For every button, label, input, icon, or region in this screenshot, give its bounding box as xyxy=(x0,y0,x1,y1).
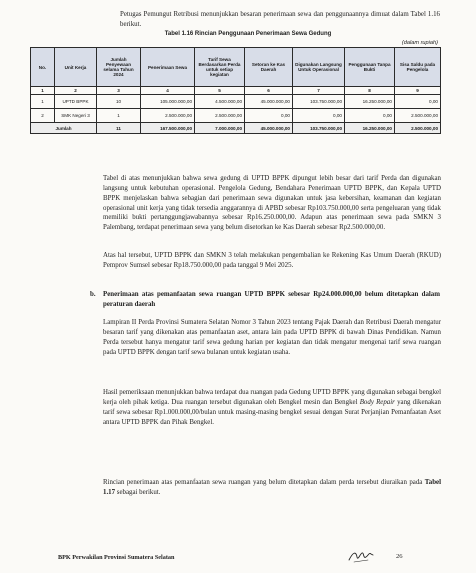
header-sisa-saldo: Sisa Saldu pada Pengelola xyxy=(395,48,441,87)
cell-unit-kerja: SMK Negeri 3 xyxy=(55,109,97,123)
cell-sisa-saldo: 0,00 xyxy=(395,95,441,109)
cell-total-digunakan-operasional: 103.750.000,00 xyxy=(293,123,345,134)
paragraph-reference-text-a: Rincian penerimaan atas pemanfaatan sewa ruangan yang belum ditetapkan dalam perda tersebut diuraikan pada xyxy=(103,479,425,486)
paraf-signature-icon xyxy=(348,548,374,564)
paragraph-table-reference xyxy=(103,478,441,498)
cell-penggunaan-tanpa-bukti: 16.250.000,00 xyxy=(345,95,395,109)
paragraph-regulation xyxy=(103,318,441,357)
rental-usage-table xyxy=(30,47,441,134)
cell-digunakan-operasional: 0,00 xyxy=(293,109,345,123)
body-repair-term: Body Repair xyxy=(359,398,395,406)
subheading-marker: b. xyxy=(90,291,96,298)
cell-tarif-sewa: 4.500.000,00 xyxy=(195,95,245,109)
cell-jumlah-penyewaan: 1 xyxy=(97,109,141,123)
column-number: 3 xyxy=(97,87,141,95)
column-number: 9 xyxy=(395,87,441,95)
column-number-row xyxy=(31,87,441,95)
paragraph-audit-findings xyxy=(103,388,441,427)
cell-tarif-sewa: 2.500.000,00 xyxy=(195,109,245,123)
paragraph-table-analysis: Tabel di atas menunjukkan bahwa sewa gedung di UPTD BPPK dipungut lebih besar dari tarif Perda dan digunakan langsung untuk kebutuhan operasional. Pengelola Gedung, Bendahara Penerimaan UPTD BPPK, dan Kepala UPTD BPPK menjelaskan bahwa sebagian dari penerimaan sewa digunakan untuk jasa kebersihan, keamanan dan kegiatan operasional unit kerja yang tidak tersedia anggarannya di APBD sebesar Rp103.750.000,00 serta pengeluaran yang tidak memiliki bukti pertanggungjawabannya sebesar Rp16.250.000,00. Adapun atas penerimaan sewa pada SMKN 3 Palembang, terdapat penerimaan sewa yang belum disetorkan ke Kas Daerah sebesar Rp2.500.000,00. xyxy=(103,175,441,232)
cell-total-tarif-sewa: 7.000.000,00 xyxy=(195,123,245,134)
column-number: 5 xyxy=(195,87,245,95)
cell-total-sisa-saldo: 2.500.000,00 xyxy=(395,123,441,134)
table-unit-note: (dalam rupiah) xyxy=(401,40,438,46)
footer-organization: BPK Perwakilan Provinsi Sumatera Selatan xyxy=(58,554,175,561)
table-title: Tabel 1.16 Rincian Penggunaan Penerimaan Sewa Gedung xyxy=(164,31,332,37)
paragraph-audit-text-b: yang dikenakan tarif sewa sebesar Rp1.000.000,00/bulan untuk masing-masing bengkel sesuai dengan Surat Perjanjian Pemanfaatan Aset antara UPTD BPPK dan Pihak Bengkel. xyxy=(103,398,442,426)
subheading-text: Penerimaan atas pemanfaatan sewa ruangan UPTD BPPK sebesar Rp24.000.000,00 belum ditetapkan dalam peraturan daerah xyxy=(103,291,440,308)
table-row xyxy=(31,95,441,109)
header-unit-kerja: Unit Kerja xyxy=(55,48,97,87)
cell-penggunaan-tanpa-bukti: 0,00 xyxy=(345,109,395,123)
cell-jumlah-penyewaan: 10 xyxy=(97,95,141,109)
table-reference: Tabel 1.17 xyxy=(103,479,441,496)
cell-penerimaan-sewa: 2.500.000,00 xyxy=(141,109,195,123)
section-subheading xyxy=(90,290,440,310)
cell-total-setoran-kas-daerah: 45.000.000,00 xyxy=(245,123,293,134)
column-number: 7 xyxy=(293,87,345,95)
cell-no: 1 xyxy=(31,95,55,109)
cell-digunakan-operasional: 103.750.000,00 xyxy=(293,95,345,109)
header-setoran-kas-daerah: Setoran ke Kas Daerah xyxy=(245,48,293,87)
column-number: 4 xyxy=(141,87,195,95)
header-tarif-sewa: Tarif Sewa Berdasarkan Perda untuk setiap kegiatan xyxy=(195,48,245,87)
header-digunakan-operasional: Digunakan Langsung Untuk Operasional xyxy=(293,48,345,87)
cell-total-penggunaan-tanpa-bukti: 16.250.000,00 xyxy=(345,123,395,134)
cell-unit-kerja: UPTD BPPK xyxy=(55,95,97,109)
cell-setoran-kas-daerah: 45.000.000,00 xyxy=(245,95,293,109)
column-number: 2 xyxy=(55,87,97,95)
cell-penerimaan-sewa: 105.000.000,00 xyxy=(141,95,195,109)
column-number: 1 xyxy=(31,87,55,95)
cell-total-label: Jumlah xyxy=(31,123,97,134)
paragraph-audit-text-a: Hasil pemeriksaan menunjukkan bahwa terdapat dua ruangan pada Gedung UPTD BPPK yang digunakan sebagai bengkel kerja oleh pihak ketiga. Dua ruangan tersebut digunakan oleh Bengkel mesin dan Bengkel xyxy=(103,389,441,406)
page-number: 26 xyxy=(396,553,403,560)
paragraph-regulation-text: Lampiran II Perda Provinsi Sumatera Selatan Nomor 3 Tahun 2023 tentang Pajak Daerah dan Retribusi Daerah mengatur besaran tarif yang dikenakan atas pemanfaatan aset, antara lain pada UPTD BPPK di bawah Dinas Pendidikan. Namun Perda tersebut hanya mengatur tarif sewa gedung harian per kegiatan dan tidak mengatur mengenai tarif sewa ruangan pada UPTD BPPK dengan tarif sewa bulanan untuk kegiatan usaha. xyxy=(103,319,441,356)
cell-total-jumlah-penyewaan: 11 xyxy=(97,123,141,134)
header-penggunaan-tanpa-bukti: Penggunaan Tanpa Bukti xyxy=(345,48,395,87)
cell-no: 2 xyxy=(31,109,55,123)
header-penerimaan-sewa: Penerimaan Sewa xyxy=(141,48,195,87)
table-total-row xyxy=(31,123,441,134)
column-number: 8 xyxy=(345,87,395,95)
header-jumlah-penyewaan: Jumlah Penyewaan selama Tahun 2024 xyxy=(97,48,141,87)
column-number: 6 xyxy=(245,87,293,95)
paragraph-refund: Atas hal tersebut, UPTD BPPK dan SMKN 3 telah melakukan pengembalian ke Rekening Kas Umum Daerah (RKUD) Pemprov Sumsel sebesar Rp18.750.000,00 pada tanggal 9 Mei 2025. xyxy=(103,252,441,269)
table-row xyxy=(31,109,441,123)
paragraph-reference-text-b: sebagai berikut. xyxy=(115,488,161,496)
cell-total-penerimaan-sewa: 167.500.000,00 xyxy=(141,123,195,134)
cell-setoran-kas-daerah: 0,00 xyxy=(245,109,293,123)
cell-sisa-saldo: 2.500.000,00 xyxy=(395,109,441,123)
intro-paragraph: Petugas Pemungut Retribusi menunjukkan besaran penerimaan sewa dan penggunaannya dimuat dalam Tabel 1.16 berikut. xyxy=(120,11,440,28)
table-header-row xyxy=(31,48,441,87)
header-no: No. xyxy=(31,48,55,87)
